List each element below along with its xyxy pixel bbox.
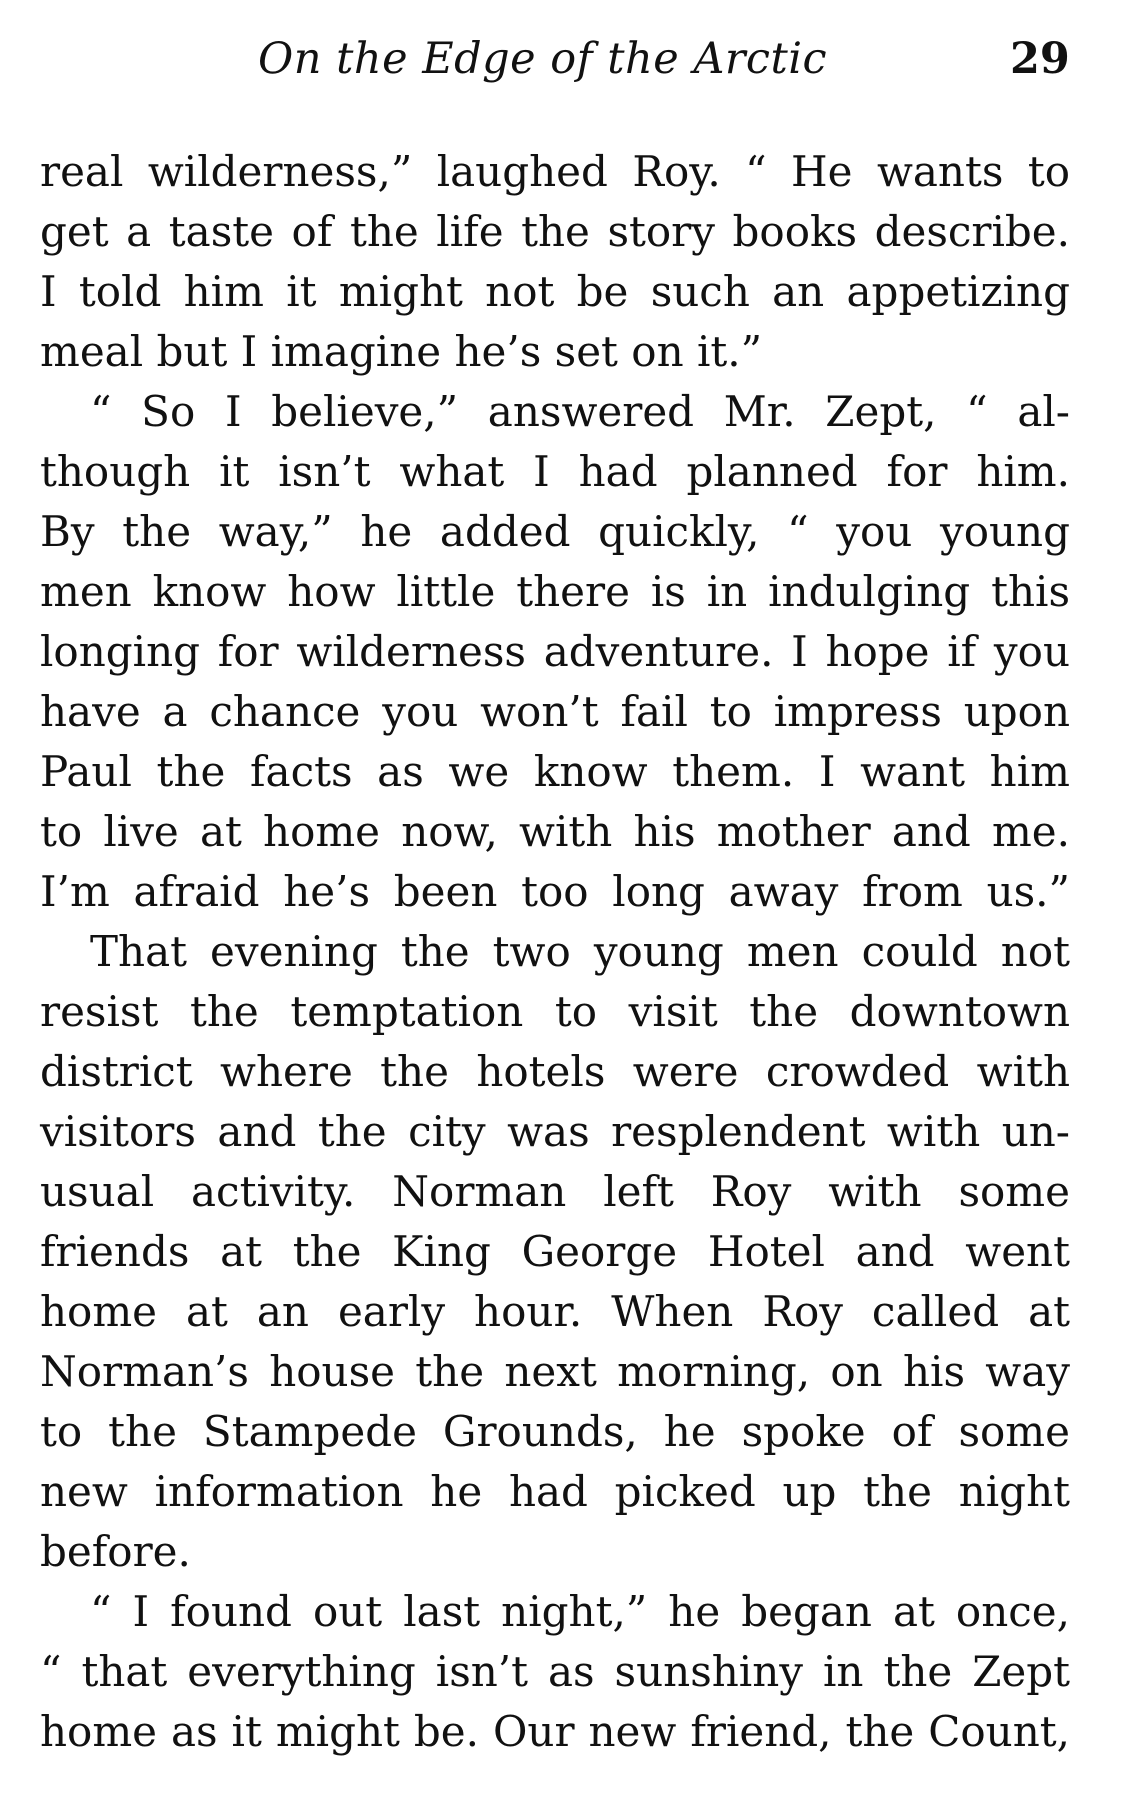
running-title: On the Edge of the Arctic bbox=[258, 34, 828, 84]
text-line: have a chance you won’t fail to impress upon bbox=[40, 687, 1070, 736]
text-line: home as it might be. Our new friend, the Count, bbox=[40, 1707, 1070, 1756]
text-line: though it isn’t what I had planned for him. bbox=[40, 447, 1070, 496]
text-line: to live at home now, with his mother and me. bbox=[40, 807, 1070, 856]
text-line: men know how little there is in indulging this bbox=[40, 567, 1070, 616]
text-line: Paul the facts as we know them. I want him bbox=[40, 747, 1070, 796]
text-line: “ So I believe,” answered Mr. Zept, “ al- bbox=[90, 387, 1070, 436]
text-line: home at an early hour. When Roy called at bbox=[40, 1287, 1070, 1336]
body-text bbox=[30, 142, 1070, 1762]
text-line: new information he had picked up the night bbox=[40, 1467, 1070, 1516]
text-line: real wilderness,” laughed Roy. “ He wants to bbox=[40, 147, 1070, 196]
text-line: “ I found out last night,” he began at once, bbox=[90, 1587, 1070, 1636]
text-line: longing for wilderness adventure. I hope if you bbox=[40, 627, 1070, 676]
text-line: I’m afraid he’s been too long away from us.” bbox=[40, 867, 1070, 916]
text-line: By the way,” he added quickly, “ you young bbox=[40, 507, 1070, 556]
text-line: to the Stampede Grounds, he spoke of some bbox=[40, 1407, 1070, 1456]
text-line: usual activity. Norman left Roy with some bbox=[40, 1167, 1070, 1216]
text-line: I told him it might not be such an appetizing bbox=[40, 267, 1070, 316]
text-line: get a taste of the life the story books describe. bbox=[40, 207, 1070, 256]
text-line: Norman’s house the next morning, on his way bbox=[40, 1347, 1070, 1396]
page-number: 29 bbox=[1010, 34, 1070, 84]
running-head bbox=[0, 28, 1124, 88]
text-line: resist the temptation to visit the downtown bbox=[40, 987, 1070, 1036]
text-line: That evening the two young men could not bbox=[90, 927, 1070, 976]
text-line: friends at the King George Hotel and went bbox=[40, 1227, 1070, 1276]
text-line: “ that everything isn’t as sunshiny in the Zept bbox=[40, 1647, 1070, 1696]
text-line: meal but I imagine he’s set on it.” bbox=[40, 327, 763, 376]
text-line: district where the hotels were crowded with bbox=[40, 1047, 1070, 1096]
text-line: visitors and the city was resplendent with un- bbox=[40, 1107, 1070, 1156]
text-line: before. bbox=[40, 1527, 191, 1576]
